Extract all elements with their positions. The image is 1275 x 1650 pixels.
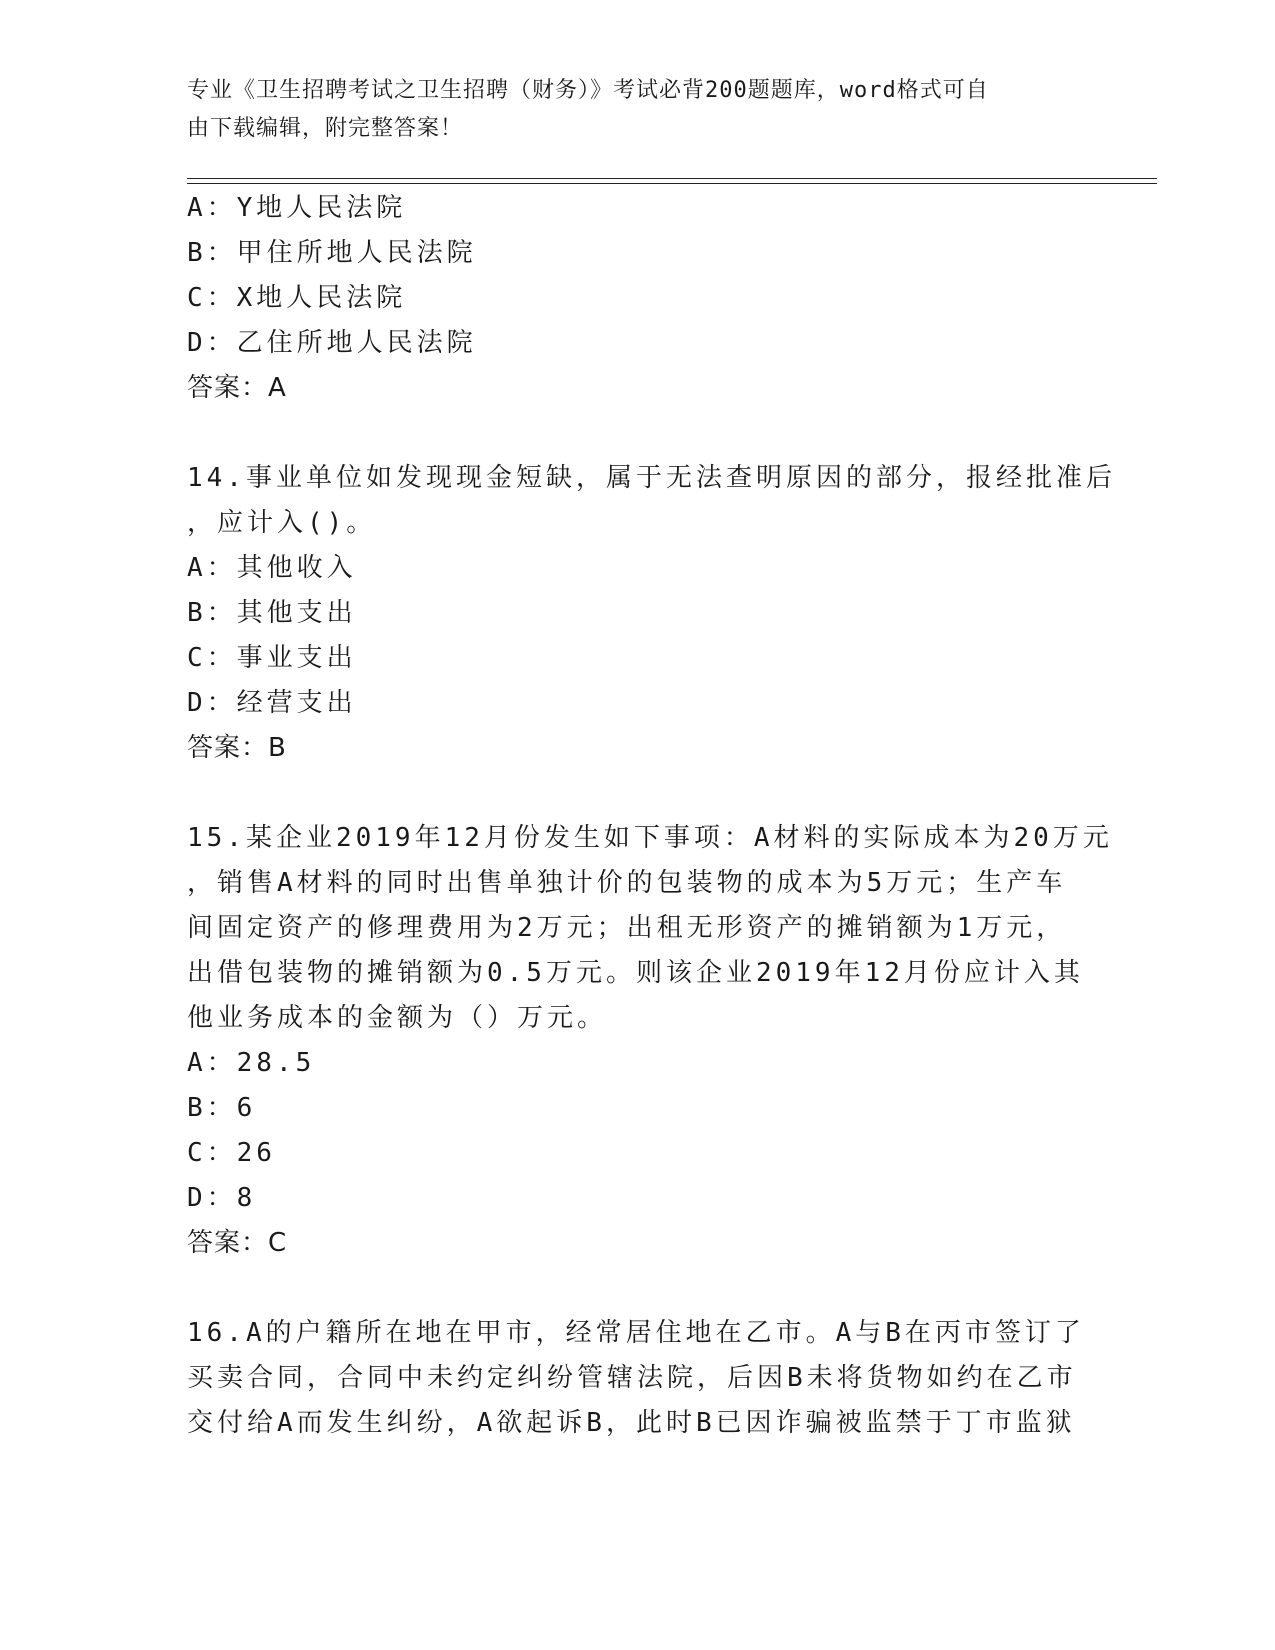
q15-text-line-3: 间固定资产的修理费用为2万元；出租无形资产的摊销额为1万元， — [187, 913, 1067, 943]
q15-text-line-4: 出借包装物的摊销额为0.5万元。则该企业2019年12月份应计入其 — [187, 958, 1084, 988]
q14-text-line-2: ，应计入()。 — [187, 508, 377, 538]
q14-text-line-1: 14.事业单位如发现现金短缺，属于无法查明原因的部分，报经批准后 — [187, 463, 1116, 493]
q15-text-line-2: ，销售A材料的同时出售单独计价的包装物的成本为5万元；生产车 — [187, 868, 1067, 898]
header-divider-top — [187, 178, 1157, 179]
document-header — [187, 72, 1087, 148]
q13-option-c: C：X地人民法院 — [187, 283, 407, 313]
q16-text-line-1: 16.A的户籍所在地在甲市，经常居住地在乙市。A与B在丙市签订了 — [187, 1318, 1085, 1348]
header-divider-bottom — [187, 183, 1157, 184]
q15-text-line-5: 他业务成本的金额为（）万元。 — [187, 1003, 608, 1033]
q14-option-c: C：事业支出 — [187, 643, 357, 673]
q15-option-b: B：6 — [187, 1093, 257, 1123]
q15-option-d: D：8 — [187, 1183, 257, 1213]
q15-option-c: C：26 — [187, 1138, 276, 1168]
q16-text-line-3: 交付给A而发生纠纷，A欲起诉B，此时B已因诈骗被监禁于丁市监狱 — [187, 1408, 1076, 1438]
q15-option-a: A：28.5 — [187, 1048, 316, 1078]
header-line-2: 由下载编辑，附完整答案！ — [187, 116, 464, 141]
q15-answer: 答案：C — [187, 1228, 288, 1258]
q15-text-line-1: 15.某企业2019年12月份发生如下事项：A材料的实际成本为20万元 — [187, 823, 1113, 853]
q14-answer: 答案：B — [187, 733, 287, 763]
q13-option-a: A：Y地人民法院 — [187, 193, 407, 223]
q13-answer: 答案：A — [187, 373, 287, 403]
q16-text-line-2: 买卖合同，合同中未约定纠纷管辖法院，后因B未将货物如约在乙市 — [187, 1363, 1077, 1393]
q14-option-d: D：经营支出 — [187, 688, 357, 718]
header-line-1: 专业《卫生招聘考试之卫生招聘（财务）》考试必背200题题库，word格式可自 — [187, 78, 989, 103]
q13-option-d: D：乙住所地人民法院 — [187, 328, 477, 358]
q13-option-b: B：甲住所地人民法院 — [187, 238, 477, 268]
q14-option-b: B：其他支出 — [187, 598, 357, 628]
q14-option-a: A：其他收入 — [187, 553, 357, 583]
